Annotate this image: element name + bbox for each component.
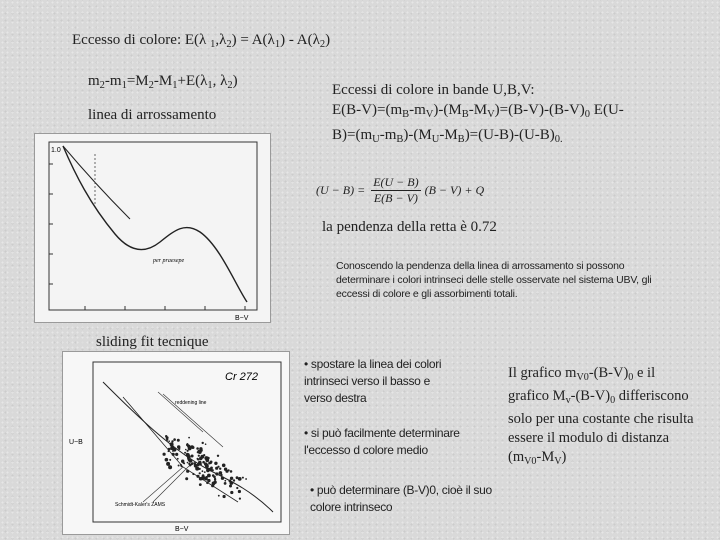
star-point <box>229 485 232 488</box>
reddening-line-label-2: reddening line <box>175 400 207 406</box>
star-point <box>209 468 212 471</box>
star-point <box>245 478 247 480</box>
star-point <box>187 443 189 445</box>
star-point <box>242 477 244 479</box>
star-point <box>197 468 199 470</box>
star-point <box>175 453 178 456</box>
star-point <box>191 455 194 458</box>
star-point <box>186 470 189 473</box>
star-point <box>212 482 216 486</box>
cr272-diagram <box>63 352 289 534</box>
y-tick-top-label: 1.0 <box>51 147 61 154</box>
q-equation-numerator: E(U − B) <box>373 174 419 189</box>
star-point <box>172 453 175 456</box>
star-point <box>230 477 233 480</box>
star-point <box>233 479 235 481</box>
star-point <box>219 468 221 470</box>
star-point <box>199 451 202 454</box>
star-point <box>187 462 189 464</box>
star-point <box>214 478 216 480</box>
q-equation-lhs: (U − B) = <box>316 182 366 197</box>
star-point <box>168 448 171 451</box>
shifted-sequence <box>123 397 238 502</box>
star-point <box>218 495 220 497</box>
star-point <box>202 461 205 464</box>
star-point <box>192 446 195 449</box>
star-point <box>188 437 190 439</box>
magnitude-difference-formula: $m_2-m_1=M_2-M_1+E(\lambda_1$, $\lambda_2$) <box>88 73 238 91</box>
bullet-1: • spostare la linea dei colori intrinseci verso il basso e verso destra <box>304 357 442 405</box>
color-excess-block <box>332 80 624 150</box>
star-point <box>177 439 180 442</box>
star-point <box>214 462 217 465</box>
star-point <box>189 447 192 450</box>
star-point <box>186 453 188 455</box>
star-point <box>199 483 202 486</box>
sliding-fit-label: sliding fit tecnique <box>96 334 209 350</box>
star-point <box>238 490 241 493</box>
cluster-title: Cr 272 <box>225 371 259 383</box>
q-equation-denominator: E(B − V) <box>373 190 418 205</box>
star-point <box>206 482 208 484</box>
star-point <box>210 461 213 464</box>
star-point <box>196 447 199 450</box>
star-point <box>187 455 191 459</box>
bullet-3: • può determinare (B-V)0, cioè il suo colore intrinseco <box>310 483 492 514</box>
star-point <box>189 459 193 463</box>
star-point <box>221 477 224 480</box>
cr272-figure <box>62 351 290 535</box>
zams-label: Schmidt-Kaler's ZAMS <box>115 502 166 508</box>
color-excess-line-1: Eccessi di colore in bande U,B,V: <box>332 82 535 98</box>
star-point <box>177 458 179 460</box>
two-color-diagram <box>35 134 270 322</box>
star-point <box>223 464 225 466</box>
star-point <box>171 445 174 448</box>
star-point <box>215 472 218 475</box>
star-point <box>224 480 226 482</box>
star-point <box>181 465 183 467</box>
star-point <box>202 470 204 472</box>
intrinsic-color-curve <box>63 146 247 302</box>
star-point <box>163 453 166 456</box>
star-point <box>206 468 209 471</box>
star-point <box>206 476 208 478</box>
curve-label: per praesepe <box>153 258 185 264</box>
star-point <box>223 495 226 498</box>
star-point <box>200 457 203 460</box>
star-point <box>196 475 199 478</box>
star-point <box>212 474 215 477</box>
star-point <box>239 498 241 500</box>
page-title: Eccesso di colore: E(λ $_1,\lambda_2) = A(\lambda_1) - A(\lambda_2)$ <box>72 32 331 50</box>
star-point <box>230 481 234 485</box>
star-point <box>168 440 170 442</box>
star-point <box>166 436 169 439</box>
y-axis-label-2: U−B <box>69 439 83 446</box>
plot-frame-2 <box>93 362 281 522</box>
bullet-2: • si può facilmente determinare l'eccesso d colore medio <box>304 426 460 457</box>
reddening-line-label: linea di arrossamento <box>88 107 217 123</box>
star-point <box>173 438 176 441</box>
star-point <box>199 447 202 450</box>
star-point <box>202 442 204 444</box>
star-point <box>207 457 210 460</box>
star-point <box>185 477 188 480</box>
color-excess-line-3: $B)=(m_U-m_B)-(M_U-M_B)=(U-B)-(U-B)_{0.}$ <box>332 127 563 145</box>
q-equation-rhs: (B − V) + Q <box>424 182 485 197</box>
star-point <box>187 450 189 452</box>
star-point <box>205 464 209 468</box>
distance-modulus-text: Il grafico $m_{V0}-(B-V)_0$ e il grafico $M_v-(B-V)_0$ differiscono solo per una costante che risulta essere il modulo di distanza $(m_{V0}-M_V)$ <box>508 365 694 467</box>
two-color-diagram-figure <box>34 133 271 323</box>
reddening-note: Conoscendo la pendenza della linea di arrossamento si possono determinare i colori intrinseci delle stelle osservate nel sistema UBV, gli eccessi di colore e gli assorbimenti totali. <box>336 260 652 300</box>
star-point <box>178 465 180 467</box>
star-point <box>199 477 202 480</box>
q-equation <box>316 170 516 210</box>
star-point <box>199 472 201 474</box>
slope-text: la pendenza della retta è 0.72 <box>322 219 497 235</box>
star-point <box>171 440 173 442</box>
star-point <box>165 458 169 462</box>
q-equation-fraction <box>371 175 420 206</box>
star-point <box>173 448 177 452</box>
star-point <box>189 465 191 467</box>
reddening-vectors <box>143 392 223 502</box>
star-point <box>178 446 180 448</box>
star-point <box>217 455 219 457</box>
star-point <box>185 449 187 451</box>
star-point <box>197 463 200 466</box>
star-point <box>205 443 207 445</box>
star-point <box>236 476 239 479</box>
star-point <box>166 462 170 466</box>
star-point <box>217 466 219 468</box>
star-point <box>224 482 227 485</box>
star-point <box>198 461 200 463</box>
star-point <box>183 463 185 465</box>
star-point <box>230 470 233 473</box>
star-point <box>230 491 233 494</box>
star-point <box>169 459 171 461</box>
star-point <box>205 458 207 460</box>
star-point <box>202 476 206 480</box>
star-point <box>221 474 223 476</box>
star-point <box>184 452 186 454</box>
x-axis-label-2: B−V <box>175 526 189 533</box>
star-point <box>192 473 194 475</box>
star-point <box>236 487 238 489</box>
star-point <box>204 471 206 473</box>
star-point <box>225 470 228 473</box>
x-axis-label: B−V <box>235 315 249 322</box>
axis-ticks <box>49 164 245 310</box>
star-point <box>198 455 200 457</box>
star-point <box>193 462 196 465</box>
plot-frame <box>49 142 257 310</box>
color-excess-line-2: $E(B-V)=(m_B-m_V)-(M_B-M_V)=(B-V)-(B-V)_0$ E(U- <box>332 102 624 120</box>
star-point <box>197 458 199 460</box>
